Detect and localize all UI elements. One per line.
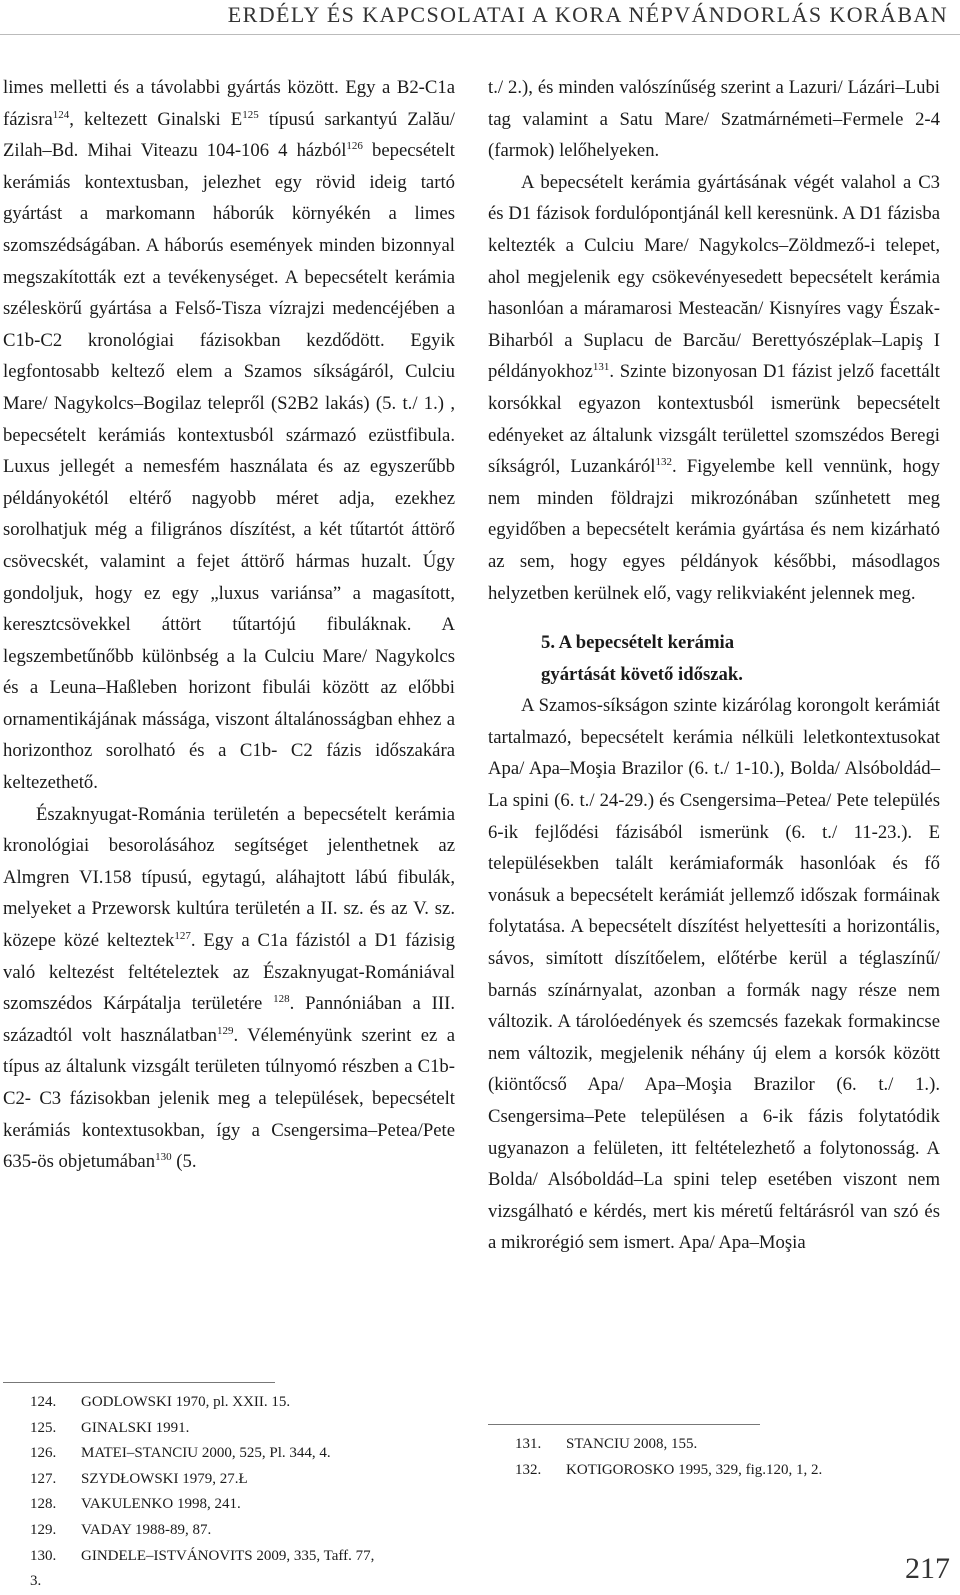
footnote-text: SZYDŁOWSKI 1979, 27.Ł (81, 1470, 248, 1487)
footnote-number: 125. (30, 1419, 57, 1436)
footnote-number: 130. (30, 1547, 57, 1564)
text-run: (5. (171, 1151, 197, 1173)
footnote-ref: 130 (155, 1151, 172, 1164)
text-run: Északnyugat-Románia területén a bepecsételt kerámia kronológiai besorolásához segítséget jelenthetnek az Almgren VI.158 típusú, egytagú, aláhajtott lábú fibulák, melyeket a Przeworsk kultúra területén a II. sz. és az V. sz. közepe közé kelteztek (3, 803, 455, 952)
footnote-rule (488, 1424, 760, 1425)
running-header: ERDÉLY ÉS KAPCSOLATAI A KORA NÉPVÁNDORLÁS KORÁBAN (227, 2, 948, 27)
footnote-ref: 125 (242, 108, 259, 121)
footnote-ref: 124 (52, 108, 70, 121)
footnote-continuation: 3. (30, 1573, 42, 1590)
left-paragraph-2 (3, 799, 455, 1178)
right-footnotes (488, 1432, 940, 1483)
left-paragraph-1 (3, 72, 455, 799)
right-column (488, 72, 940, 1259)
page-number: 217 (905, 1552, 950, 1585)
section-heading-line: 5. A bepecsételt kerámia (541, 632, 735, 654)
section-heading-line: gyártását követő időszak. (541, 663, 743, 685)
footnote-ref: 131 (592, 361, 610, 374)
footnote-number: 127. (30, 1470, 57, 1487)
header-rule (0, 34, 960, 35)
text-run: . Szinte bizonyosan D1 fázist jelző facettált korsókkal egyazon kontextusból ismerünk bepecsételt edényeket az általunk vizsgált területtel szomszédos Beregi síkságról, Luzankáról (488, 361, 940, 478)
footnote (3, 1441, 455, 1467)
footnote (488, 1458, 940, 1484)
footnote-text: GINDELE–ISTVÁNOVITS 2009, 335, Taff. 77, (81, 1547, 375, 1564)
footnote (3, 1416, 455, 1442)
footnote (3, 1518, 455, 1544)
footnote (488, 1432, 940, 1458)
footnote-text: MATEI–STANCIU 2000, 525, Pl. 344, 4. (81, 1445, 331, 1462)
right-paragraph-3: A Szamos-síkságon szinte kizárólag korongolt kerámiát tartalmazó, bepecsételt kerámia nélküli leletkontextusokat Apa/ Apa–Moşia Brazilor (6. t./ 1-10.), Bolda/ Alsóboldád–La spini (6. t./ 24-29.) és Csengersima–Petea/ Pete település 6-ik fejlődési fázisából ismerünk (6. t./ 11-23.). E településekben talált kerámiaformák hasonlóak és fő vonásuk a bepecsételt kerámiát jellemző időszak formáinak folytatása. A bepecsételt díszítést helyettesíti a horizontális, sávos, simított díszítőelem, előtérbe kerül a téglaszínű/ barnás színárnyalat, azonban a formák nagy része nem változik. A tárolóedények és szemcsés fazekak formakincse nem változik, megjelenik néhány új elem a korsók között (kiöntőcső Apa/ Apa–Moşia Brazilor (6. t./ 1.). Csengersima–Pete településen a 6-ik fázis folytatódik ugyanazon a felületen, itt feltételezhető a folytonosság. A Bolda/ Alsóboldád–La spini telep esetében viszont nem vizsgálható e kérdés, mert kis méretű feltárásról van szó és a mikrorégió sem ismert. Apa/ Apa–Moşia (488, 695, 940, 1254)
footnote-number: 126. (30, 1445, 57, 1462)
text-run: bepecsételt kerámiás kontextusban, jelezhet egy rövid ideig tartó gyártást a markomann háborúk környékén a limes szomszédságában. A háborús események minden bizonnyal megszakították ezt a tevékenységet. A bepecsételt kerámia széleskörű gyártása a Felső-Tisza vízrajzi medencéjében a C1b-C2 kronológiai fázisokban kezdődött. Egyik legfontosabb keltező elem a Szamos síkságáról, Culciu Mare/ Nagykolcs–Bogilaz telepről (S2B2 lakás) (5. t./ 1.) , bepecsételt kerámiás kontextusból származó ezüstfibula. Luxus jellegét a nemesfém használata és az egyszerűbb példányokétól eltérő nagyobb méret adja, ezekhez sorolhatjuk még a filigrános díszítést, a két tűtartót áttörő csövecskét, valamint a fejet áttörő hármas huzalt. Úgy gondoljuk, hogy ez egy „luxus variánsa” a magasított, keresztcsövekkel áttört tűtartójú fibuláknak. A legszembetűnőbb különbség a la Culciu Mare/ Nagykolcs és a Leuna–Haßleben horizont fibulái között az előbbi ornamentikájának mássága, viszont általánosságban ehhez a horizonthoz sorolható és a C1b- C2 fázis időszakára keltezethető. (3, 140, 455, 794)
footnote-number: 128. (30, 1496, 57, 1513)
footnote-number: 124. (30, 1394, 57, 1410)
text-run: . Pannóniában a III. századtól volt használatban (3, 993, 455, 1046)
footnote-text: VAKULENKO 1998, 241. (81, 1496, 241, 1513)
footnote-rule (3, 1382, 275, 1383)
footnote-ref: 129 (216, 1024, 234, 1037)
footnote (3, 1492, 455, 1518)
text-run: . Egy a C1a fázistól a D1 fázisig való keltezést feltételeztek az Északnyugat-Romániával szomszédos Kárpátalja területére (3, 930, 455, 1015)
right-paragraph-1: t./ 2.), és minden valószínűség szerint a Lazuri/ Lázári–Lubi tag valamint a Satu Mare/ Szatmárnémeti–Fermele 2-4 (farmok) lelőhelyeken. (488, 77, 940, 162)
right-paragraph-2 (488, 167, 940, 609)
footnote-ref: 127 (174, 930, 191, 943)
footnote-number: 132. (515, 1461, 542, 1478)
footnote-ref: 132 (655, 456, 672, 469)
text-run: típusú sarkantyú Zalău/ Zilah–Bd. Mihai Viteazu 104-106 4 házból (3, 108, 456, 162)
section-heading (488, 627, 940, 690)
footnote-text: KOTIGOROSKO 1995, 329, fig.120, 1, 2. (566, 1461, 823, 1478)
footnote (3, 1390, 455, 1416)
footnote (3, 1467, 455, 1493)
footnote-text: GINALSKI 1991. (81, 1419, 190, 1436)
text-run: . Figyelembe kell vennünk, hogy nem minden földrajzi mikrozónában szűnhetett meg egyidőben a bepecsételt kerámia gyártása és nem kizárható az sem, hogy egyes példányok későbbi, másodlagos helyzetben kerülnek elő, vagy relikviaként jelennek meg. (488, 456, 941, 604)
left-footnotes (3, 1390, 455, 1595)
footnote-ref: 126 (346, 140, 363, 153)
text-run: . Véleményünk szerint ez a típus az általunk vizsgált területen túlnyomó részben a C1b-C2- C3 fázisokban jelenik meg a települések, bepecsételt kerámiás kontextusokban, így a Csengersima–Petea/Pete 635-ös objetumában (3, 1024, 455, 1173)
left-column (3, 72, 455, 1178)
text-run: A bepecsételt kerámia gyártásának végét valahol a C3 és D1 fázisok fordulópontjánál kell keresnünk. A D1 fázisba keltezték a Culciu Mare/ Nagykolcs–Zöldmező-i telepet, ahol megjelenik egy csökevényesedett bepecsételt kerámia hasonlóan a máramarosi Mesteacăn/ Kisnyíres vagy Észak-Biharból a Suplacu de Barcău/ Berettyószéplak–Lapiş I példányokhoz (488, 171, 940, 383)
footnote (3, 1544, 455, 1570)
footnote-number: 129. (30, 1521, 57, 1538)
footnote-text: GODLOWSKI 1970, pl. XXII. 15. (81, 1394, 291, 1410)
footnote-ref: 128 (273, 993, 290, 1006)
text-run: limes melletti és a távolabbi gyártás között. Egy a B2-C1a fázisra (3, 77, 455, 130)
footnote-text: VADAY 1988-89, 87. (81, 1521, 212, 1538)
footnote-number: 131. (515, 1436, 542, 1452)
text-run: , keltezett Ginalski E (69, 108, 243, 130)
footnote-text: STANCIU 2008, 155. (566, 1436, 698, 1452)
